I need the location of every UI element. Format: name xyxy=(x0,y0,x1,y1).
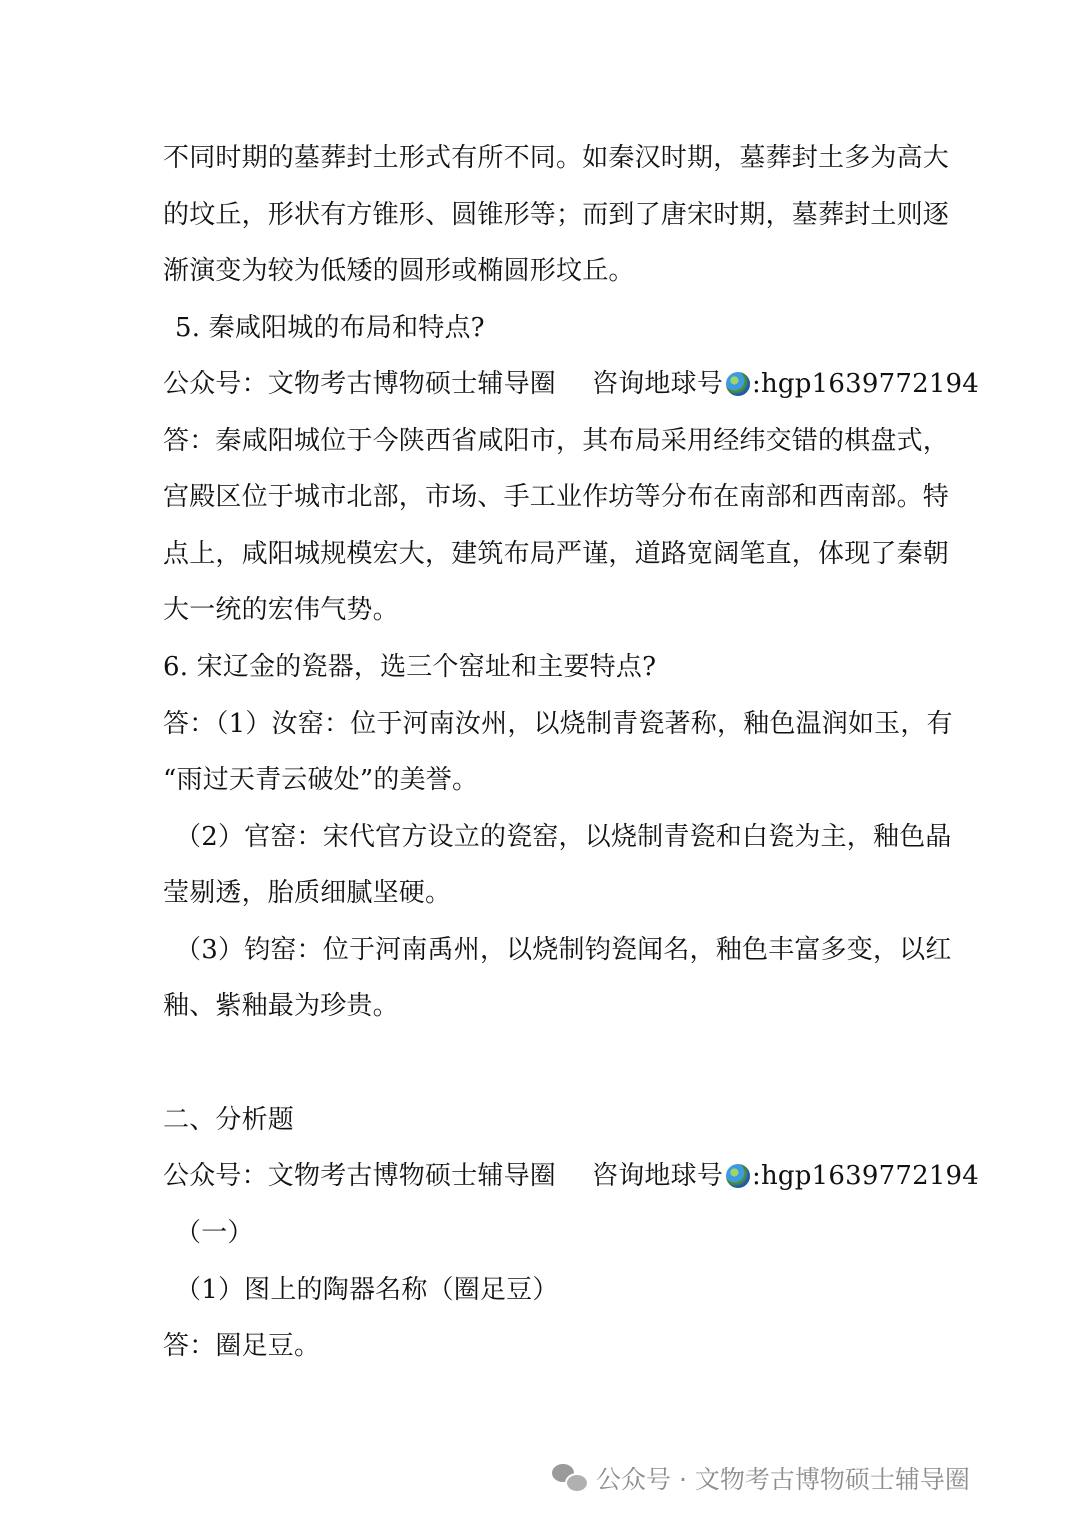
promo-line xyxy=(163,367,979,401)
answer-line: 宫殿区位于城市北部，市场、手工业作坊等分布在南部和西南部。特 xyxy=(163,482,950,512)
globe-icon xyxy=(726,1164,750,1188)
answer-line: 大一统的宏伟气势。 xyxy=(163,595,399,625)
paragraph-line: 渐演变为较为低矮的圆形或椭圆形坟丘。 xyxy=(163,256,635,286)
wechat-icon xyxy=(552,1464,588,1492)
question-line: （1）图上的陶器名称（圈足豆） xyxy=(175,1275,559,1305)
paragraph-line: 不同时期的墓葬封土形式有所不同。如秦汉时期，墓葬封土多为高大 xyxy=(163,143,950,173)
promo-consult: 咨询地球号 xyxy=(592,369,724,399)
answer-line: （2）官窑：宋代官方设立的瓷窑，以烧制青瓷和白瓷为主，釉色晶 xyxy=(175,822,952,852)
subsection-heading: （一） xyxy=(175,1218,254,1248)
answer-line: 点上，咸阳城规模宏大，建筑布局严谨，道路宽阔笔直，体现了秦朝 xyxy=(163,539,950,569)
answer-line: 答：秦咸阳城位于今陕西省咸阳市，其布局采用经纬交错的棋盘式， xyxy=(163,426,950,456)
answer-line: （3）钧窑：位于河南禹州，以烧制钧瓷闻名，釉色丰富多变，以红 xyxy=(175,935,952,965)
promo-id: :hgp1639772194 xyxy=(752,369,980,399)
section-heading: 二、分析题 xyxy=(163,1105,295,1135)
promo-line xyxy=(163,1159,979,1193)
answer-line: 莹剔透，胎质细腻坚硬。 xyxy=(163,878,452,908)
promo-account: 公众号：文物考古博物硕士辅导圈 xyxy=(163,1161,557,1191)
answer-line: 答：圈足豆。 xyxy=(163,1331,321,1361)
answer-line: “雨过天青云破处”的美誉。 xyxy=(163,765,479,795)
watermark-text: 公众号 · 文物考古博物硕士辅导圈 xyxy=(596,1465,970,1494)
question-5-heading: 5. 秦咸阳城的布局和特点? xyxy=(175,313,485,343)
answer-line: 答：（1）汝窑：位于河南汝州，以烧制青瓷著称，釉色温润如玉，有 xyxy=(163,709,953,739)
paragraph-line: 的坟丘，形状有方锥形、圆锥形等；而到了唐宋时期，墓葬封土则逐 xyxy=(163,200,950,230)
question-6-heading: 6. 宋辽金的瓷器，选三个窑址和主要特点? xyxy=(163,652,657,682)
promo-account: 公众号：文物考古博物硕士辅导圈 xyxy=(163,369,557,399)
watermark xyxy=(552,1462,970,1498)
promo-id: :hgp1639772194 xyxy=(752,1161,980,1191)
answer-line: 釉、紫釉最为珍贵。 xyxy=(163,991,399,1021)
promo-consult: 咨询地球号 xyxy=(592,1161,724,1191)
globe-icon xyxy=(726,372,750,396)
